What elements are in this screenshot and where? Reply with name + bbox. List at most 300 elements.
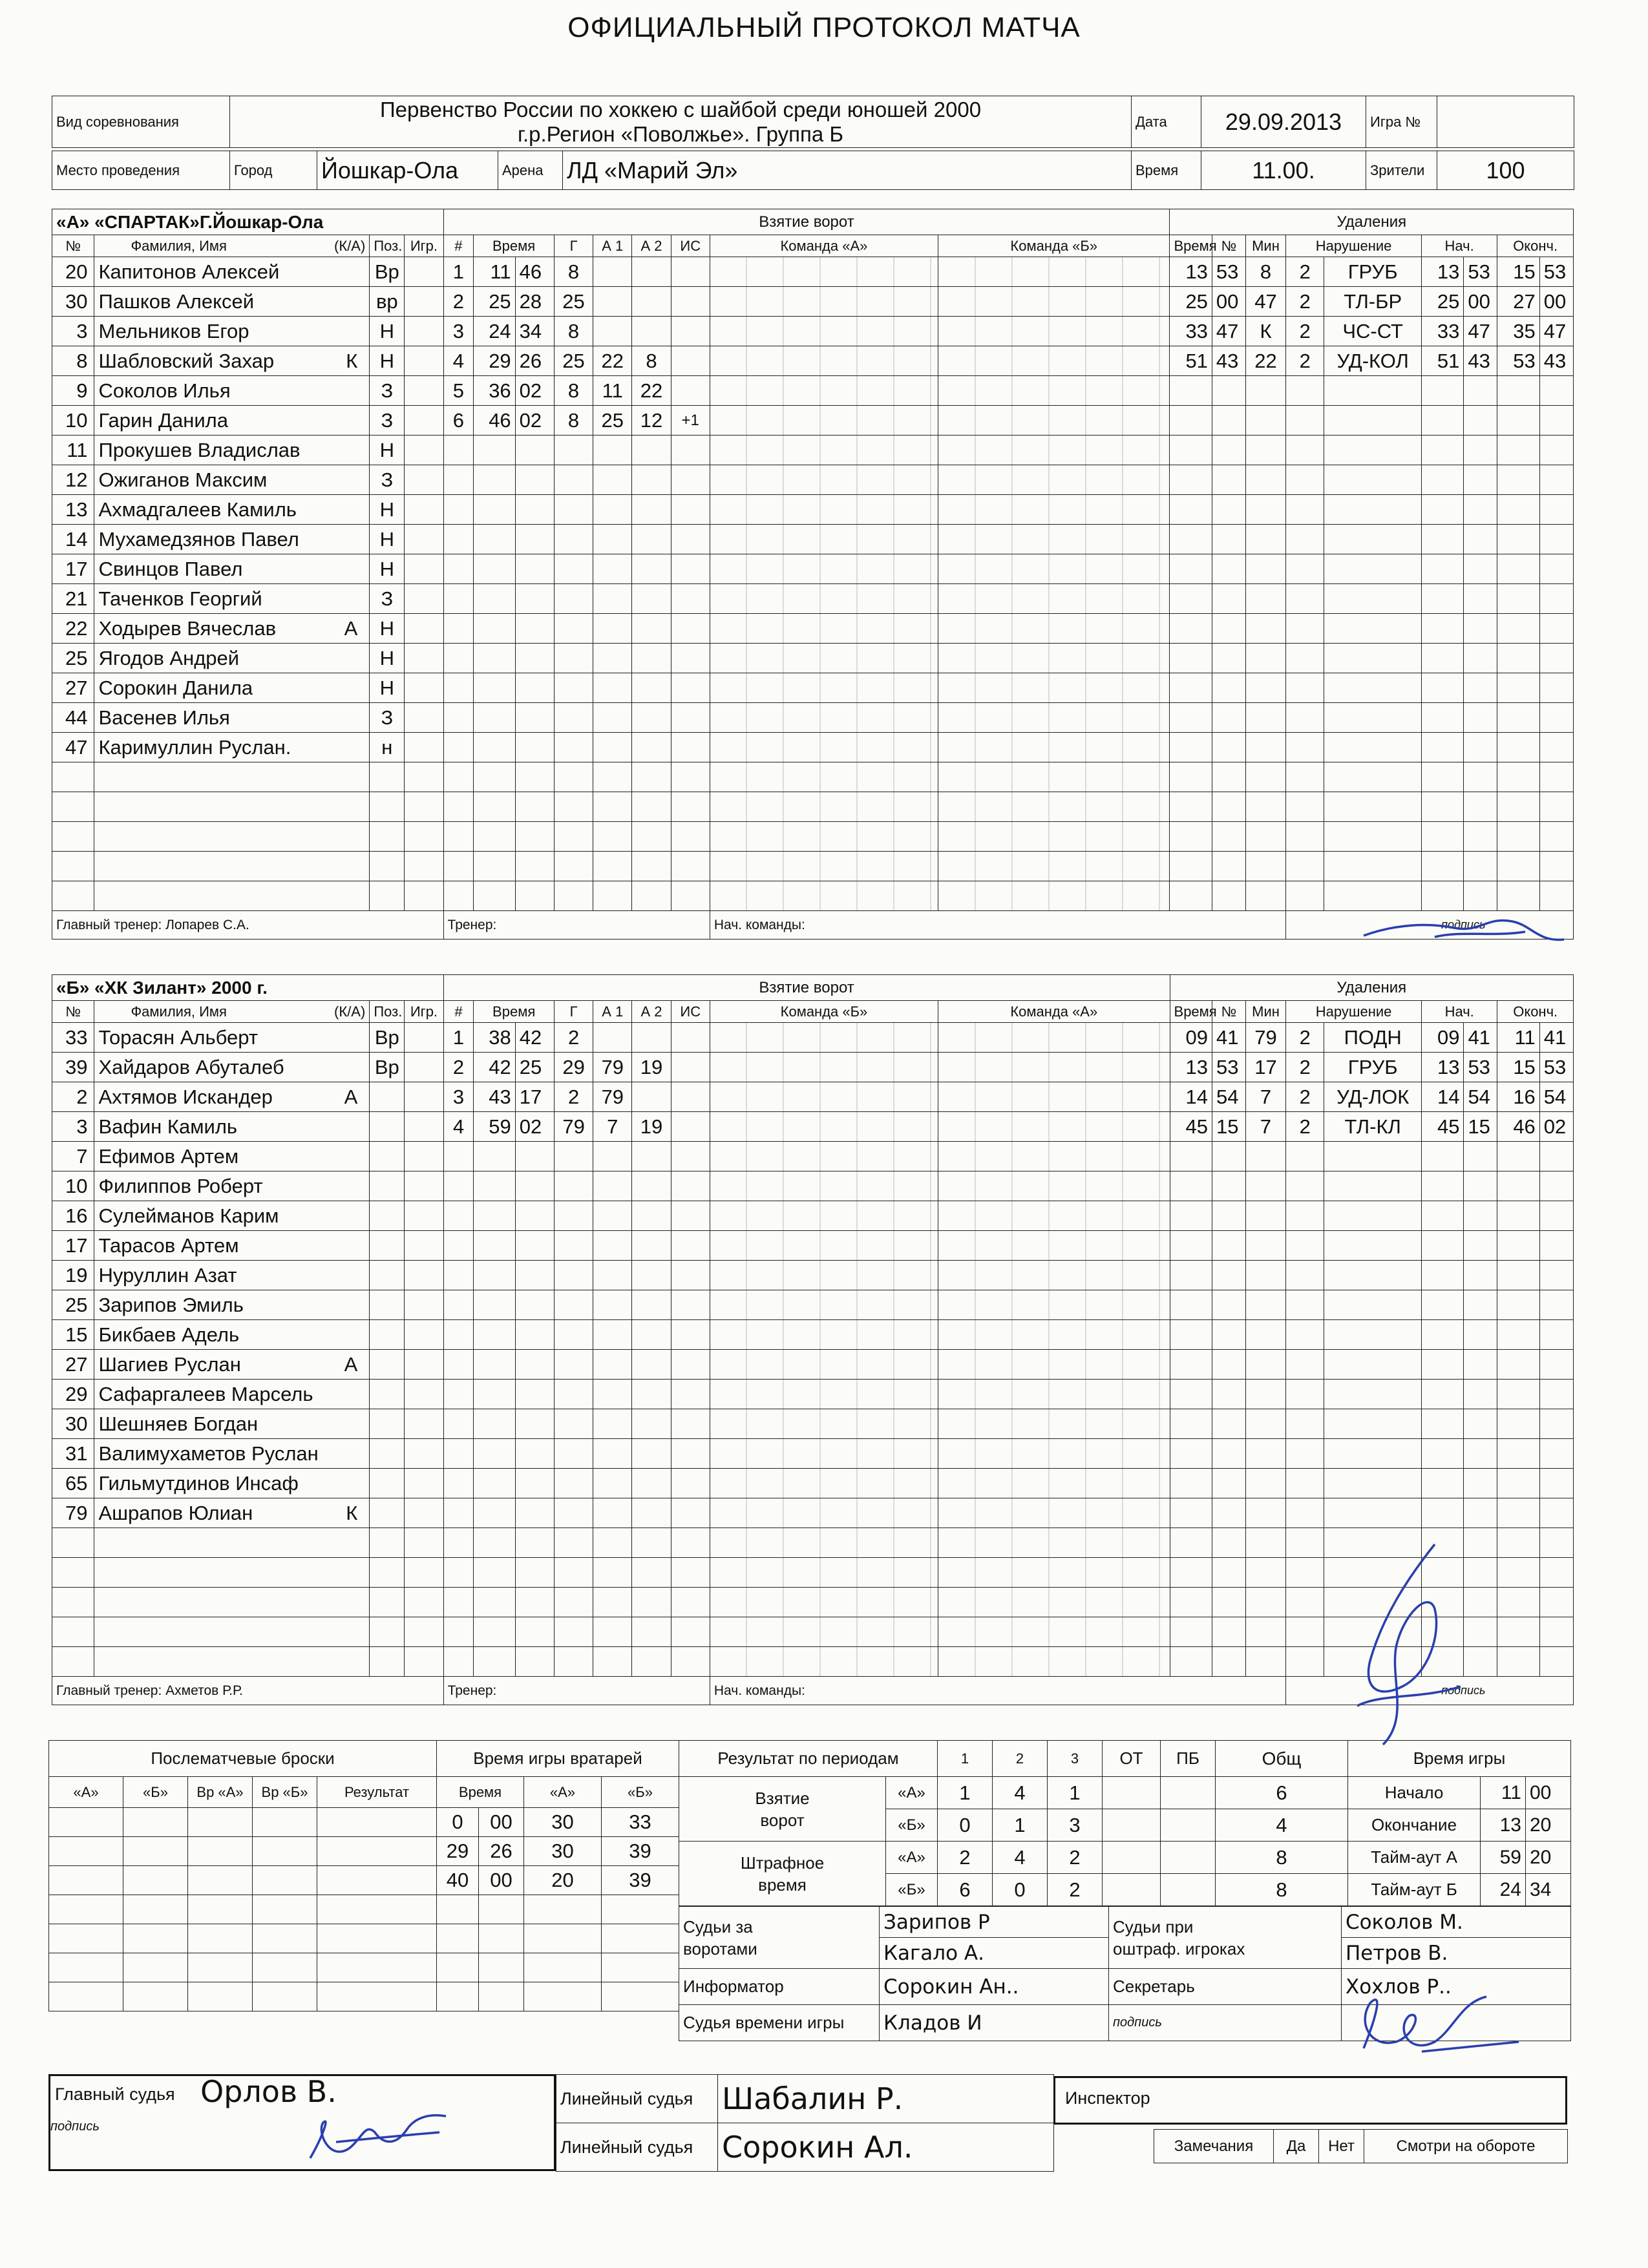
player-name bbox=[94, 346, 370, 376]
col-pen-no: № bbox=[1212, 1001, 1245, 1023]
penalty-end-second: 02 bbox=[1539, 1112, 1573, 1142]
player-position bbox=[370, 1380, 405, 1409]
penalty-infraction: УД-ЛОК bbox=[1324, 1082, 1422, 1112]
team-b-label: «Б» bbox=[886, 1874, 938, 1906]
player-position: Н bbox=[370, 317, 405, 346]
penalty-infraction: ПОДН bbox=[1324, 1023, 1422, 1053]
col-pen-start: Нач. bbox=[1422, 1001, 1497, 1023]
shootout-col: Вр «Б» bbox=[253, 1777, 317, 1808]
period-col: ОТ bbox=[1103, 1741, 1161, 1777]
col-is: ИС bbox=[671, 1001, 710, 1023]
player-position bbox=[370, 1082, 405, 1112]
player-name-text: Гильмутдинов Инсаф bbox=[98, 1471, 299, 1495]
player-name bbox=[94, 525, 370, 554]
player-name bbox=[94, 1498, 370, 1528]
goal-number: 5 bbox=[443, 376, 474, 406]
player-name bbox=[94, 1171, 370, 1201]
player-name-text: Вафин Камиль bbox=[98, 1115, 238, 1138]
col-g: Г bbox=[554, 1001, 593, 1023]
player-position: Н bbox=[370, 644, 405, 673]
game-time-cell: 59 bbox=[1481, 1842, 1526, 1874]
game-time-cell: 34 bbox=[1526, 1874, 1571, 1906]
shootout-col: Вр «А» bbox=[188, 1777, 253, 1808]
goal-assist-1 bbox=[593, 317, 632, 346]
player-number: 29 bbox=[52, 1380, 94, 1409]
player-role: А bbox=[344, 616, 358, 640]
player-name bbox=[94, 406, 370, 436]
col-ka-label: (К/А) bbox=[334, 1003, 366, 1020]
period-cell: 1 bbox=[993, 1809, 1048, 1842]
game-time-label: Тайм-аут А bbox=[1348, 1842, 1481, 1874]
player-name bbox=[94, 644, 370, 673]
player-number: 31 bbox=[52, 1439, 94, 1469]
penalty-player: 7 bbox=[1245, 1112, 1285, 1142]
penalty-end-second: 00 bbox=[1539, 287, 1573, 317]
goal-number: 2 bbox=[443, 287, 474, 317]
period-cell bbox=[1161, 1874, 1216, 1906]
period-cell: 4 bbox=[993, 1777, 1048, 1809]
game-no-value bbox=[1437, 96, 1574, 148]
period-col: 2 bbox=[993, 1741, 1048, 1777]
penalty-second: 53 bbox=[1212, 1053, 1245, 1082]
penalty-end-minute: 15 bbox=[1497, 1053, 1539, 1082]
remarks-table bbox=[1154, 2129, 1568, 2163]
game-time-cell: 13 bbox=[1481, 1809, 1526, 1842]
penalty-start-minute: 13 bbox=[1422, 1053, 1464, 1082]
goal-minute: 43 bbox=[474, 1082, 515, 1112]
penalty-start-minute: 51 bbox=[1421, 346, 1463, 376]
col-team-left: Команда «А» bbox=[710, 235, 938, 257]
goal-number: 3 bbox=[443, 317, 474, 346]
trainer-label: Тренер: bbox=[443, 1677, 710, 1705]
competition-label: Вид соревнования bbox=[52, 96, 230, 148]
player-number: 10 bbox=[52, 1171, 94, 1201]
pim-label: Штрафное время bbox=[679, 1842, 886, 1906]
player-name-text: Ягодов Андрей bbox=[98, 646, 240, 669]
goal-second: 34 bbox=[515, 317, 554, 346]
game-time-cell: 00 bbox=[1526, 1777, 1571, 1809]
player-name bbox=[94, 287, 370, 317]
goal-minute: 42 bbox=[474, 1053, 515, 1082]
remarks-no[interactable]: Нет bbox=[1319, 2130, 1364, 2163]
period-cell: 0 bbox=[993, 1874, 1048, 1906]
game-time-cell: 20 bbox=[1526, 1809, 1571, 1842]
game-time-label: Начало bbox=[1348, 1777, 1481, 1809]
goal-assist-2: 19 bbox=[632, 1053, 671, 1082]
penalty-start-second: 41 bbox=[1464, 1023, 1497, 1053]
team-manager-label: Нач. команды: bbox=[710, 1677, 1285, 1705]
penalty-start-second: 15 bbox=[1464, 1112, 1497, 1142]
penalty-second: 41 bbox=[1212, 1023, 1245, 1053]
penalty-minutes: 2 bbox=[1286, 1053, 1324, 1082]
goal-scorer: 8 bbox=[554, 406, 593, 436]
venue-row bbox=[52, 151, 1574, 190]
player-number: 65 bbox=[52, 1469, 94, 1498]
player-name bbox=[94, 1439, 370, 1469]
goalie-time-cell: 29 bbox=[437, 1837, 479, 1866]
secretary-value: Хохлов Р.. bbox=[1342, 1969, 1571, 2005]
penalty-judge-1: Соколов М. bbox=[1342, 1907, 1571, 1938]
player-number: 20 bbox=[52, 257, 94, 287]
penalty-second: 53 bbox=[1212, 257, 1245, 287]
team-a-signature bbox=[1357, 905, 1577, 950]
penalty-player: 22 bbox=[1245, 346, 1285, 376]
penalty-minute: 25 bbox=[1170, 287, 1212, 317]
penalty-minute: 14 bbox=[1170, 1082, 1212, 1112]
goal-scorer: 8 bbox=[554, 317, 593, 346]
signature-label: подпись bbox=[1286, 911, 1574, 940]
player-position bbox=[370, 1290, 405, 1320]
informator-label: Информатор bbox=[679, 1969, 880, 2005]
player-name-text: Ходырев Вячеслав bbox=[98, 616, 277, 640]
trainer-label: Тренер: bbox=[443, 911, 710, 940]
line-referees-table bbox=[556, 2074, 1054, 2172]
col-pen-time: Время bbox=[1170, 235, 1212, 257]
player-position bbox=[370, 1171, 405, 1201]
goal-scorer: 8 bbox=[554, 257, 593, 287]
arena-value: ЛД «Марий Эл» bbox=[563, 151, 1132, 190]
goal-assist-1: 22 bbox=[593, 346, 632, 376]
game-time-table bbox=[1347, 1740, 1571, 1906]
player-number: 22 bbox=[52, 614, 94, 644]
player-name-text: Шешняев Богдан bbox=[98, 1412, 259, 1435]
player-name-text: Валимухаметов Руслан bbox=[98, 1442, 319, 1465]
player-position bbox=[370, 1469, 405, 1498]
goal-scorer: 29 bbox=[554, 1053, 593, 1082]
penalty-infraction: ГРУБ bbox=[1324, 1053, 1422, 1082]
penalty-end-minute: 35 bbox=[1497, 317, 1539, 346]
goal-judges-label: Судьи за воротами bbox=[679, 1907, 880, 1969]
player-role: К bbox=[346, 1501, 358, 1524]
player-role: А bbox=[344, 1352, 358, 1376]
goalie-time-col: Время bbox=[437, 1777, 524, 1808]
penalty-infraction: ТЛ-КЛ bbox=[1324, 1112, 1422, 1142]
goalie-time-cell: 0 bbox=[437, 1808, 479, 1837]
player-name-text: Прокушев Владислав bbox=[98, 438, 301, 461]
game-time-label: Окончание bbox=[1348, 1809, 1481, 1842]
player-position bbox=[370, 1350, 405, 1380]
period-col: Общ bbox=[1216, 1741, 1348, 1777]
goal-assist-1: 11 bbox=[593, 376, 632, 406]
player-number: 17 bbox=[52, 1231, 94, 1261]
penalty-player: 7 bbox=[1245, 1082, 1285, 1112]
period-cell bbox=[1103, 1809, 1161, 1842]
goal-assist-2 bbox=[632, 1023, 671, 1053]
player-name bbox=[94, 376, 370, 406]
player-number: 16 bbox=[52, 1201, 94, 1231]
period-cell: 6 bbox=[938, 1874, 993, 1906]
period-cell: 4 bbox=[993, 1842, 1048, 1874]
player-number: 10 bbox=[52, 406, 94, 436]
player-position: Н bbox=[370, 495, 405, 525]
penalty-start-minute: 13 bbox=[1421, 257, 1463, 287]
goal-assist-1: 79 bbox=[593, 1082, 632, 1112]
penalty-minute: 45 bbox=[1170, 1112, 1212, 1142]
period-col: 1 bbox=[938, 1741, 993, 1777]
penalty-minutes: 2 bbox=[1286, 257, 1324, 287]
venue-label: Место проведения bbox=[52, 151, 230, 190]
col-pen-no: № bbox=[1212, 235, 1245, 257]
goal-assist-2 bbox=[632, 257, 671, 287]
player-name-text: Бикбаев Адель bbox=[98, 1323, 240, 1346]
penalty-infraction: ГРУБ bbox=[1324, 257, 1422, 287]
player-name-text: Ахмадгалеев Камиль bbox=[98, 498, 297, 521]
goal-second: 02 bbox=[515, 1112, 554, 1142]
player-name bbox=[94, 1053, 370, 1082]
penalty-end-minute: 46 bbox=[1497, 1112, 1539, 1142]
goal-scorer: 2 bbox=[554, 1023, 593, 1053]
penalty-end-second: 47 bbox=[1539, 317, 1573, 346]
player-position bbox=[370, 1261, 405, 1290]
main-referee-value: Орлов В. bbox=[200, 2074, 337, 2109]
player-position: З bbox=[370, 406, 405, 436]
goal-minute: 25 bbox=[474, 287, 515, 317]
player-position bbox=[370, 1320, 405, 1350]
player-name bbox=[94, 1380, 370, 1409]
time-value: 11.00. bbox=[1201, 151, 1366, 190]
period-cell bbox=[1161, 1777, 1216, 1809]
goalie-time-cell: 39 bbox=[602, 1866, 679, 1895]
goal-second: 25 bbox=[515, 1053, 554, 1082]
col-a2: А 2 bbox=[632, 235, 671, 257]
player-number: 17 bbox=[52, 554, 94, 584]
main-referee-signature-label: подпись bbox=[50, 2119, 100, 2134]
main-referee-signature bbox=[297, 2103, 459, 2168]
col-team-right: Команда «А» bbox=[938, 1001, 1170, 1023]
goals-label: Взятие ворот bbox=[679, 1777, 886, 1842]
goals-title: Взятие ворот bbox=[443, 209, 1170, 235]
goal-scorer: 8 bbox=[554, 376, 593, 406]
goal-second: 46 bbox=[515, 257, 554, 287]
col-time: Время bbox=[474, 235, 555, 257]
col-a2: А 2 bbox=[632, 1001, 671, 1023]
goal-number: 3 bbox=[443, 1082, 474, 1112]
col-hash: # bbox=[443, 235, 474, 257]
team-a-label: «А» bbox=[886, 1777, 938, 1809]
informator-value: Сорокин Ан.. bbox=[880, 1969, 1109, 2005]
goal-assist-1 bbox=[593, 257, 632, 287]
player-name bbox=[94, 1290, 370, 1320]
penalty-minute: 13 bbox=[1170, 257, 1212, 287]
penalty-minute: 13 bbox=[1170, 1053, 1212, 1082]
player-name bbox=[94, 436, 370, 465]
penalty-start-minute: 09 bbox=[1422, 1023, 1464, 1053]
goal-judge-1: Зарипов Р bbox=[880, 1907, 1109, 1938]
player-position: З bbox=[370, 584, 405, 614]
player-name bbox=[94, 1469, 370, 1498]
player-name-text: Зарипов Эмиль bbox=[98, 1293, 244, 1316]
goalie-time-cell: 30 bbox=[524, 1808, 602, 1837]
player-name-text: Мухамедзянов Павел bbox=[98, 527, 299, 551]
player-number: 3 bbox=[52, 317, 94, 346]
player-name-text: Сулейманов Карим bbox=[98, 1204, 279, 1227]
player-position: Н bbox=[370, 346, 405, 376]
player-name bbox=[94, 554, 370, 584]
player-name-text: Капитонов Алексей bbox=[98, 260, 280, 283]
goal-minute: 11 bbox=[474, 257, 515, 287]
period-cell: 0 bbox=[938, 1809, 993, 1842]
col-no: № bbox=[52, 235, 94, 257]
penalty-end-second: 53 bbox=[1539, 257, 1573, 287]
player-position: вр bbox=[370, 287, 405, 317]
penalty-infraction: ЧС-СТ bbox=[1324, 317, 1422, 346]
player-name-text: Шагиев Руслан bbox=[98, 1352, 241, 1376]
player-name bbox=[94, 257, 370, 287]
penalty-minutes: 2 bbox=[1286, 317, 1324, 346]
player-name-text: Васенев Илья bbox=[98, 706, 230, 729]
player-number: 25 bbox=[52, 644, 94, 673]
player-name-text: Ахтямов Искандер bbox=[98, 1085, 273, 1108]
penalty-end-second: 43 bbox=[1539, 346, 1573, 376]
shootout-col: «А» bbox=[49, 1777, 123, 1808]
goal-assist-2: 12 bbox=[632, 406, 671, 436]
penalty-player: 8 bbox=[1245, 257, 1285, 287]
penalty-start-second: 47 bbox=[1464, 317, 1497, 346]
player-name-text: Мельников Егор bbox=[98, 319, 249, 342]
remarks-label: Замечания bbox=[1154, 2130, 1274, 2163]
penalty-end-minute: 11 bbox=[1497, 1023, 1539, 1053]
penalty-start-second: 54 bbox=[1464, 1082, 1497, 1112]
goal-scorer: 25 bbox=[554, 287, 593, 317]
player-position bbox=[370, 1201, 405, 1231]
goalie-time-table bbox=[436, 1740, 679, 2011]
player-name bbox=[94, 673, 370, 703]
penalty-end-minute: 27 bbox=[1497, 287, 1539, 317]
player-number: 3 bbox=[52, 1112, 94, 1142]
goalie-time-col: «Б» bbox=[602, 1777, 679, 1808]
player-number: 11 bbox=[52, 436, 94, 465]
player-position: Н bbox=[370, 673, 405, 703]
player-position: З bbox=[370, 703, 405, 733]
player-name bbox=[94, 1261, 370, 1290]
period-cell: 2 bbox=[1048, 1842, 1103, 1874]
col-hash: # bbox=[443, 1001, 474, 1023]
officials-signature-label: подпись bbox=[1109, 2005, 1342, 2041]
col-a1: А 1 bbox=[593, 1001, 632, 1023]
player-name-text: Пашков Алексей bbox=[98, 289, 255, 313]
goal-situation bbox=[671, 1112, 710, 1142]
period-results-table bbox=[679, 1740, 1348, 1906]
secretary-signature bbox=[1344, 1977, 1525, 2061]
penalty-end-second: 41 bbox=[1539, 1023, 1573, 1053]
goalie-time-title: Время игры вратарей bbox=[437, 1741, 679, 1777]
penalty-start-second: 00 bbox=[1464, 287, 1497, 317]
goal-minute: 36 bbox=[474, 376, 515, 406]
goal-number: 4 bbox=[443, 346, 474, 376]
shootout-col: Результат bbox=[317, 1777, 437, 1808]
player-number: 30 bbox=[52, 287, 94, 317]
goal-second: 02 bbox=[515, 376, 554, 406]
player-name-text: Таченков Георгий bbox=[98, 587, 262, 610]
remarks-yes[interactable]: Да bbox=[1274, 2130, 1319, 2163]
shootout-col: «Б» bbox=[123, 1777, 188, 1808]
goalie-time-cell: 39 bbox=[602, 1837, 679, 1866]
goal-situation bbox=[671, 1023, 710, 1053]
penalty-minutes: 2 bbox=[1286, 346, 1324, 376]
penalty-minute: 09 bbox=[1170, 1023, 1212, 1053]
penalty-start-minute: 45 bbox=[1422, 1112, 1464, 1142]
goal-assist-1: 25 bbox=[593, 406, 632, 436]
head-coach: Главный тренер: Ахметов Р.Р. bbox=[52, 1677, 444, 1705]
col-name-label: Фамилия, Имя bbox=[131, 237, 227, 254]
col-pen-min: Мин bbox=[1245, 1001, 1285, 1023]
goal-judge-2: Кагало А. bbox=[880, 1938, 1109, 1969]
goal-assist-2 bbox=[632, 317, 671, 346]
period-cell: 8 bbox=[1216, 1842, 1348, 1874]
player-role: К bbox=[346, 349, 358, 372]
line-referee-1-value: Шабалин Р. bbox=[718, 2075, 1054, 2123]
timekeeper-value: Кладов И bbox=[880, 2005, 1109, 2041]
player-name-text: Свинцов Павел bbox=[98, 557, 243, 580]
competition-value: Первенство России по хоккею с шайбой среди юношей 2000 г.р.Регион «Поволжье». Группа Б bbox=[230, 96, 1132, 148]
date-label: Дата bbox=[1132, 96, 1201, 148]
col-pen-end: Оконч. bbox=[1497, 235, 1574, 257]
col-time: Время bbox=[474, 1001, 555, 1023]
goal-number: 1 bbox=[443, 1023, 474, 1053]
penalty-second: 00 bbox=[1212, 287, 1245, 317]
spectators-label: Зрители bbox=[1366, 151, 1437, 190]
player-number: 44 bbox=[52, 703, 94, 733]
col-name bbox=[94, 1001, 370, 1023]
player-name-text: Ожиганов Максим bbox=[98, 468, 268, 491]
player-name-text: Шабловский Захар bbox=[98, 349, 275, 372]
player-number: 7 bbox=[52, 1142, 94, 1171]
date-value: 29.09.2013 bbox=[1201, 96, 1366, 148]
player-name-text: Ашрапов Юлиан bbox=[98, 1501, 253, 1524]
period-cell: 3 bbox=[1048, 1809, 1103, 1842]
player-name-text: Нуруллин Азат bbox=[98, 1263, 237, 1286]
goal-minute: 46 bbox=[474, 406, 515, 436]
player-name-text: Тарасов Артем bbox=[98, 1234, 239, 1257]
player-name-text: Филиппов Роберт bbox=[98, 1174, 263, 1197]
goal-minute: 29 bbox=[474, 346, 515, 376]
col-a1: А 1 bbox=[593, 235, 632, 257]
goal-number: 6 bbox=[443, 406, 474, 436]
goals-title: Взятие ворот bbox=[443, 975, 1170, 1001]
head-coach: Главный тренер: Лопарев С.А. bbox=[52, 911, 444, 940]
penalty-start-second: 43 bbox=[1464, 346, 1497, 376]
goal-number: 2 bbox=[443, 1053, 474, 1082]
player-position: н bbox=[370, 733, 405, 762]
goal-scorer: 2 bbox=[554, 1082, 593, 1112]
player-number: 2 bbox=[52, 1082, 94, 1112]
period-cell: 6 bbox=[1216, 1777, 1348, 1809]
col-pen-start: Нач. bbox=[1421, 235, 1497, 257]
match-header bbox=[52, 96, 1574, 148]
col-pen-end: Оконч. bbox=[1497, 1001, 1574, 1023]
col-pen-time: Время bbox=[1170, 1001, 1212, 1023]
player-name bbox=[94, 614, 370, 644]
penalty-infraction: УД-КОЛ bbox=[1324, 346, 1422, 376]
line-referee-2-label: Линейный судья bbox=[556, 2123, 718, 2172]
penalty-end-second: 53 bbox=[1539, 1053, 1573, 1082]
goalie-time-cell: 33 bbox=[602, 1808, 679, 1837]
goal-assist-2 bbox=[632, 1082, 671, 1112]
player-position: З bbox=[370, 465, 405, 495]
penalty-player: К bbox=[1245, 317, 1285, 346]
player-name-text: Хайдаров Абуталеб bbox=[98, 1055, 284, 1078]
player-position: Вр bbox=[370, 257, 405, 287]
document-title: ОФИЦИАЛЬНЫЙ ПРОТОКОЛ МАТЧА bbox=[567, 12, 1081, 43]
player-position: З bbox=[370, 376, 405, 406]
player-name bbox=[94, 1409, 370, 1439]
player-name bbox=[94, 1023, 370, 1053]
game-time-cell: 24 bbox=[1481, 1874, 1526, 1906]
player-name bbox=[94, 465, 370, 495]
goal-scorer: 25 bbox=[554, 346, 593, 376]
penalty-second: 15 bbox=[1212, 1112, 1245, 1142]
penalty-start-minute: 14 bbox=[1422, 1082, 1464, 1112]
